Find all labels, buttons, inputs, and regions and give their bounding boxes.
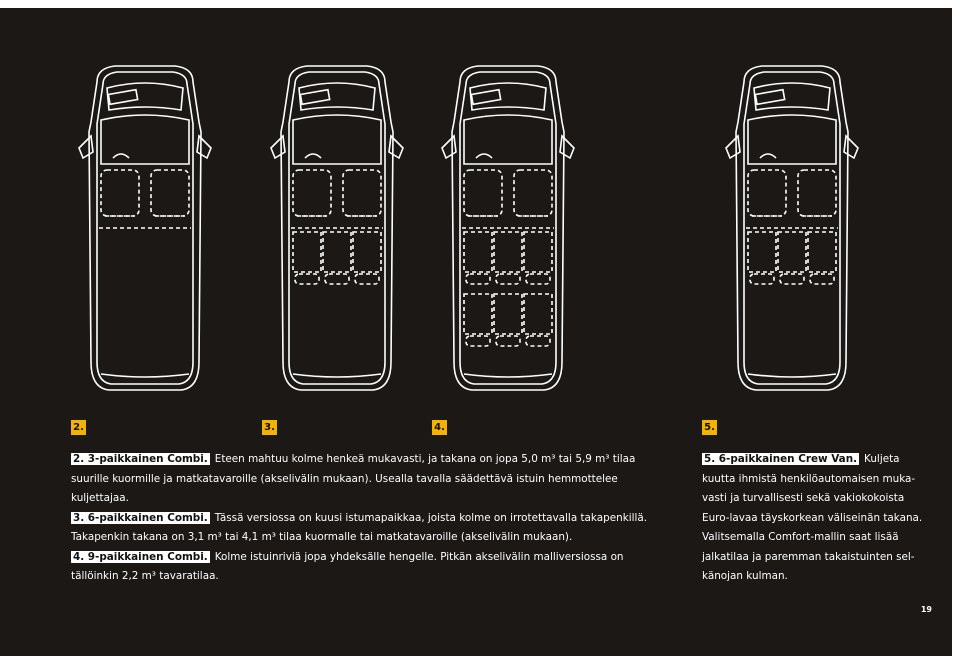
bench-seat-outline: [496, 274, 520, 284]
bench-seat-outline: [293, 232, 321, 272]
front-seat-outline: [293, 170, 331, 216]
windshield-outline: [107, 83, 183, 110]
bench-seat-outline: [464, 294, 492, 334]
bench-seat-outline: [494, 232, 522, 272]
sunroof-outline: [755, 90, 784, 105]
page-margin-right: [952, 0, 960, 665]
paragraph-line: 3. 6-paikkainen Combi. Tässä versiossa on kuusi istumapaikkaa, joista kolme on irrotettavalla takapenkillä.: [73, 511, 648, 524]
bench-seat-outline: [526, 336, 550, 346]
steering-wheel-outline: [305, 154, 321, 158]
van-number-badge-3: 3.: [262, 420, 277, 435]
bench-seat-outline: [780, 274, 804, 284]
bench-seat-outline: [295, 274, 319, 284]
front-seat-outline: [343, 170, 381, 216]
left-mirror-outline: [442, 136, 456, 158]
paragraph-line: 4. 9-paikkainen Combi. Kolme istuinriviä jopa yhdeksälle hengelle. Pitkän akselivälin malliversiossa on: [73, 550, 624, 563]
bench-seat-outline: [494, 294, 522, 334]
bench-seat-outline: [524, 294, 552, 334]
van-number-badge-4: 4.: [432, 420, 447, 435]
bench-seat-outline: [353, 232, 381, 272]
paragraph-line: kuljettajaa.: [71, 492, 129, 504]
model-label: 4. 9-paikkainen Combi.: [73, 550, 208, 563]
model-label: 2. 3-paikkainen Combi.: [73, 453, 208, 465]
front-seat-outline: [514, 170, 552, 216]
windshield-outline: [470, 83, 546, 110]
van-3-seat-diagram: [65, 62, 225, 406]
bench-seat-outline: [496, 336, 520, 346]
van-9-seat-diagram: [428, 62, 588, 406]
paragraph-line: 5. 6-paikkainen Crew Van. Kuljeta: [704, 453, 900, 465]
model-label: 3. 6-paikkainen Combi.: [73, 511, 208, 524]
bench-seat-outline: [750, 274, 774, 284]
front-seat-outline: [464, 170, 502, 216]
bench-seat-outline: [466, 274, 490, 284]
bench-seat-outline: [748, 232, 776, 272]
page-number: 19: [920, 605, 932, 614]
page-margin-bottom: [0, 656, 960, 665]
description-right: [702, 450, 922, 587]
rear-bumper-outline: [293, 374, 381, 377]
front-seat-outline: [798, 170, 836, 216]
bench-seat-outline: [466, 336, 490, 346]
bench-seat-outline: [464, 232, 492, 272]
paragraph-line: 2. 3-paikkainen Combi. Eteen mahtuu kolme henkeä mukavasti, ja takana on jopa 5,0 m³ tai 5,9 m³ tilaa: [73, 453, 636, 465]
paragraph-line: Euro-lavaa täyskorkean väliseinän takana.: [702, 511, 923, 524]
paragraph-line: jalkatilaa ja paremman takaistuinten sel-: [702, 550, 915, 563]
windshield-outline: [299, 83, 375, 110]
bench-seat-outline: [355, 274, 379, 284]
left-mirror-outline: [271, 136, 285, 158]
bench-seat-outline: [778, 232, 806, 272]
left-mirror-outline: [726, 136, 740, 158]
bench-seat-outline: [323, 232, 351, 272]
steering-wheel-outline: [476, 154, 492, 158]
rear-bumper-outline: [101, 374, 189, 377]
bench-seat-outline: [526, 274, 550, 284]
sunroof-outline: [300, 90, 329, 105]
bench-seat-outline: [808, 232, 836, 272]
bench-seat-outline: [325, 274, 349, 284]
paragraph-line: Valitsemalla Comfort-mallin saat lisää: [702, 531, 899, 543]
van-crew-van-diagram: [712, 62, 872, 406]
paragraph-line: Takapenkin takana on 3,1 m³ tai 4,1 m³ tilaa kuormalle tai matkatavaroille (akselivälin mukaan).: [71, 531, 573, 543]
paragraph-line: vasti ja turvallisesti sekä vakiokokoista: [702, 492, 905, 504]
paragraph-line: känojan kulman.: [702, 570, 788, 582]
paragraph-line: tällöinkin 2,2 m³ tavaratilaa.: [71, 570, 219, 582]
paragraph-line: suurille kuormille ja matkatavaroille (akselivälin mukaan). Usealla tavalla säädettävä istuin hemmottelee: [71, 472, 618, 485]
steering-wheel-outline: [113, 154, 129, 158]
right-mirror-outline: [844, 136, 858, 158]
left-mirror-outline: [79, 136, 93, 158]
description-left: [71, 450, 647, 587]
front-seat-outline: [748, 170, 786, 216]
van-number-badge-2: 2.: [71, 420, 86, 435]
rear-bumper-outline: [464, 374, 552, 377]
van-6-seat-diagram: [257, 62, 417, 406]
front-seat-outline: [151, 170, 189, 216]
bench-seat-outline: [810, 274, 834, 284]
right-mirror-outline: [197, 136, 211, 158]
right-mirror-outline: [560, 136, 574, 158]
right-mirror-outline: [389, 136, 403, 158]
sunroof-outline: [471, 90, 500, 105]
bench-seat-outline: [524, 232, 552, 272]
steering-wheel-outline: [760, 154, 776, 158]
front-seat-outline: [101, 170, 139, 216]
rear-bumper-outline: [748, 374, 836, 377]
van-number-badge-5: 5.: [702, 420, 717, 435]
paragraph-line: kuutta ihmistä henkilöautomaisen muka-: [702, 472, 916, 485]
windshield-outline: [754, 83, 830, 110]
sunroof-outline: [108, 90, 137, 105]
model-label: 5. 6-paikkainen Crew Van.: [704, 453, 858, 465]
